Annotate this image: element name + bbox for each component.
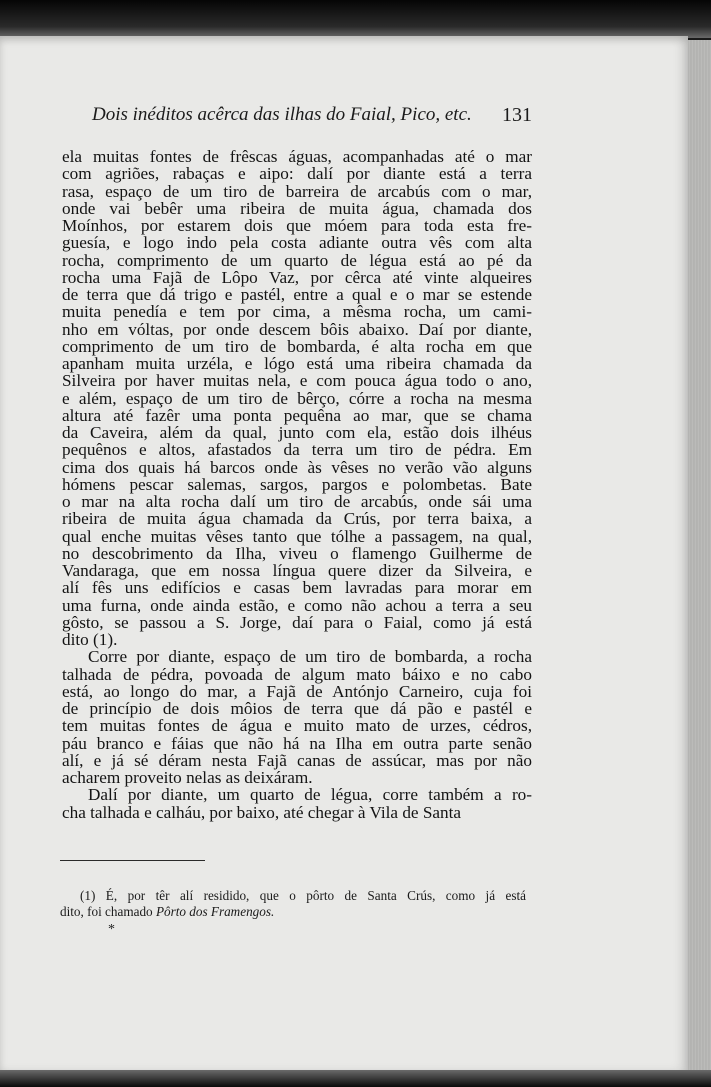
body-line: rocha uma Fajã de Lôpo Vaz, por cêrca até vinte alqueires	[62, 267, 532, 287]
body-line: apanham muita urzéla, e lógo está uma ribeira chamada da	[62, 354, 532, 373]
body-line: comprimento de um tiro de bombarda, é alta rocha em que	[62, 336, 532, 356]
body-line: qual enche muitas vêses tanto que tólhe a passagem, na qual,	[62, 526, 532, 546]
body-line: ribeira de muita água chamada da Crús, por terra baixa, a	[62, 509, 532, 529]
footnotes	[60, 888, 526, 920]
body-line: de terra que dá trigo e pastél, entre a qual e o mar se estende	[62, 285, 532, 304]
body-line: da Caveira, além da qual, junto com ela, estão dois ilhéus	[62, 423, 532, 442]
body-line: rocha, comprimento de um quarto de légua está ao pé da	[62, 250, 532, 270]
running-title: Dois inéditos acêrca das ilhas do Faial, Pico, etc.	[92, 104, 472, 125]
body-line: gôsto, se passou a S. Jorge, daí para o Faial, como já está	[62, 612, 532, 632]
body-line: Moínhos, por estarem dois que móem para toda esta fre-	[62, 216, 532, 235]
body-line: ela muitas fontes de frêscas águas, acompanhadas até o mar	[62, 147, 532, 166]
body-line: cha talhada e calháu, por baixo, até chegar à Vila de Santa	[62, 802, 462, 822]
body-line: de princípio de dois môios de terra que dá pão e pastél e	[62, 699, 532, 718]
body-line: pequênos e altos, afastados da terra um tiro de pédra. Em	[62, 440, 532, 460]
body-line: uma furna, onde ainda estão, e como não achou a terra a seu	[62, 595, 532, 615]
asterisk-mark: *	[108, 922, 115, 937]
body-line: talhada de pédra, povoada de algum mato báixo e no cabo	[62, 664, 532, 684]
body-line: nho em vóltas, por onde descem bôis abaixo. Daí por diante,	[62, 319, 532, 339]
body-line: Corre por diante, espaço de um tiro de bombarda, a rocha	[88, 647, 532, 667]
body-line: Vandaraga, que em nossa língua quere dizer da Silveira, e	[62, 561, 532, 580]
page-edge-stack	[688, 40, 711, 1070]
body-line: Dalí por diante, um quarto de légua, corre também a ro-	[88, 785, 532, 805]
scan-top-edge	[0, 0, 711, 38]
body-line: guesía, e logo indo pela costa adiante outra vês com alta	[62, 233, 532, 253]
body-line: alí, e já sé déram nesta Fajã canas de assúcar, mas por não	[62, 750, 532, 770]
page-number: 131	[502, 104, 532, 126]
body-line: muita penedía e tem por cima, a mêsma rocha, um cami-	[62, 302, 532, 322]
body-text	[62, 148, 532, 821]
page-header	[92, 100, 532, 134]
footnote-rule	[60, 860, 205, 861]
body-line: cima dos quais há barcos onde às vêses no verão vão alguns	[62, 457, 532, 477]
body-line: páu branco e fáias que não há na Ilha em outra parte senão	[62, 733, 532, 753]
scan-bottom-edge	[0, 1070, 711, 1087]
body-line: hómens pescar salemas, sargos, pargos e polombetas. Bate	[62, 474, 532, 494]
footnote-line	[60, 904, 526, 920]
body-line: e além, espaço de um tiro de bêrço, córre a rocha na mesma	[62, 388, 532, 408]
body-line: está, ao longo do mar, a Fajã de Antónjo Carneiro, cuja foi	[62, 681, 532, 701]
body-line: dito (1).	[62, 630, 118, 649]
footnote-text: dito, foi chamado	[60, 904, 156, 919]
body-line: no descobrimento da Ilha, viveu o flamengo Guilherme de	[62, 543, 532, 563]
footnote-line: (1) É, por têr alí residido, que o pôrto de Santa Crús, como já está	[80, 888, 526, 903]
body-line: tem muitas fontes de água e muito mato de urzes, cédros,	[62, 716, 532, 736]
body-line: rasa, espaço de um tiro de barreira de arcabús com o mar,	[62, 181, 532, 201]
body-line: altura até fazêr uma ponta pequêna ao mar, que se chama	[62, 405, 532, 425]
footnote-italic-title: Pôrto dos Framengos.	[155, 904, 275, 919]
body-line: com agriões, rabaças e aipo: dalí por diante está a terra	[62, 164, 532, 184]
body-line: alí fês uns edifícios e casas bem lavradas para morar em	[62, 578, 532, 598]
body-line: acharem proveito nelas as deixáram.	[62, 768, 313, 787]
body-line: onde vai bebêr uma ribeira de muita água, chamada dos	[62, 198, 532, 218]
body-line: o mar na alta rocha dalí um tiro de arcabús, onde sái uma	[62, 492, 532, 511]
body-line: Silveira por haver muitas nela, e com pouca água todo o ano,	[62, 371, 532, 391]
